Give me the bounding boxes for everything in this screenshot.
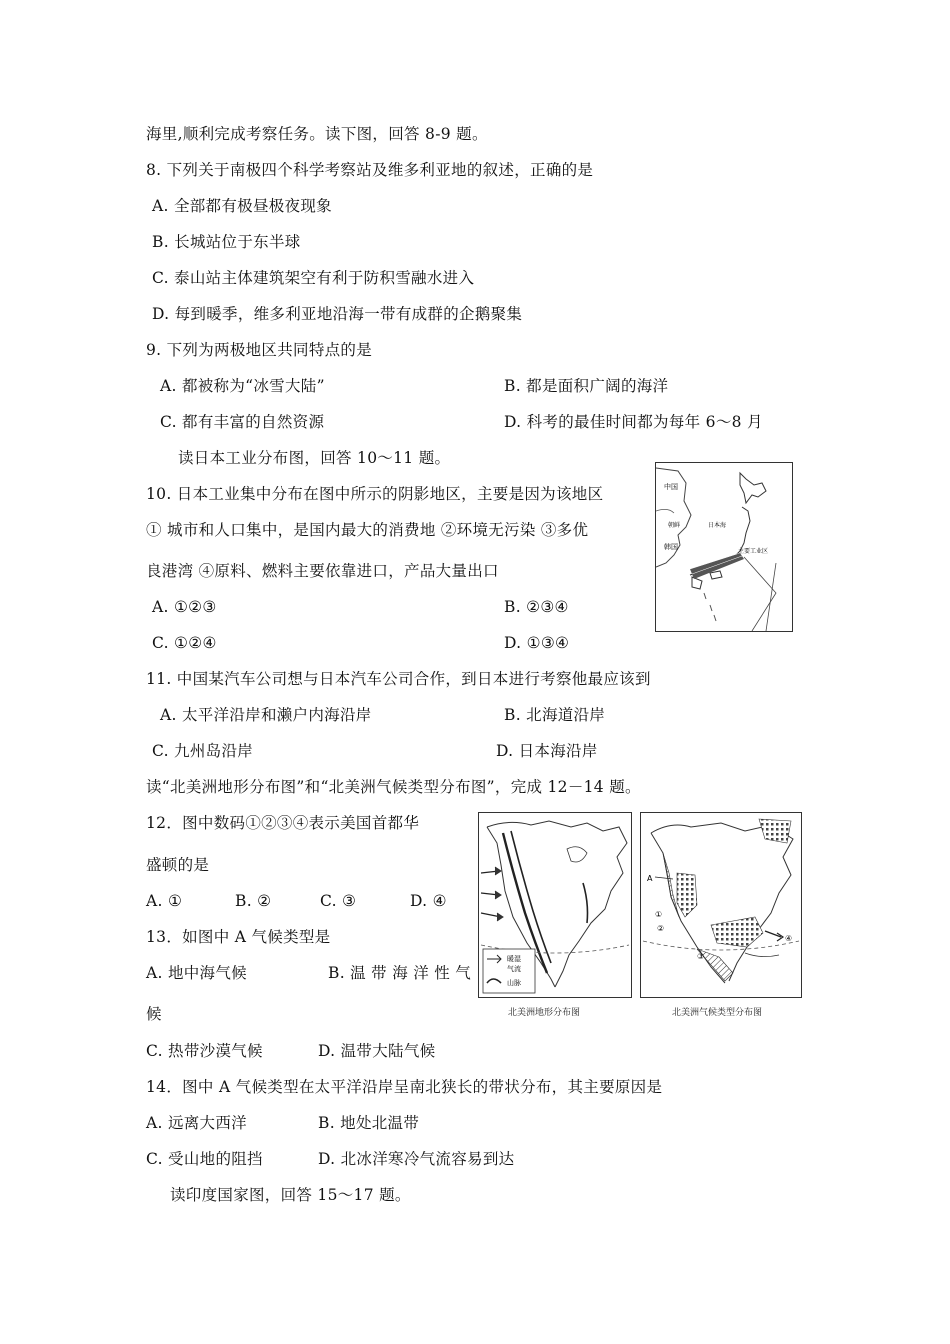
climate-map-graphic	[641, 813, 801, 997]
q10-option-b[interactable]: B. ②③④	[504, 598, 569, 616]
q12-stem-line-1: 12．图中数码①②③④表示美国首都华	[146, 814, 420, 832]
climate-mark-2: ②	[657, 924, 665, 933]
map-label-north-korea: 朝鲜	[668, 522, 681, 529]
q12-option-c[interactable]: C. ③	[320, 892, 357, 910]
read-india-instruction: 读印度国家图，回答 15～17 题。	[170, 1186, 411, 1204]
climate-map-caption: 北美洲气候类型分布图	[672, 1008, 763, 1018]
q13-option-c[interactable]: C. 热带沙漠气候	[146, 1042, 263, 1060]
q11-stem: 11. 中国某汽车公司想与日本汽车公司合作，到日本进行考察他最应该到	[146, 670, 651, 688]
q8-option-c[interactable]: C. 泰山站主体建筑架空有利于防积雪融水进入	[152, 269, 475, 287]
legend-airflow-label: 气流	[507, 965, 521, 973]
q8-option-d[interactable]: D. 每到暖季，维多利亚地沿海一带有成群的企鹅聚集	[152, 305, 523, 323]
q13-option-b-continued: 候	[146, 1005, 162, 1023]
q14-option-d[interactable]: D. 北冰洋寒冷气流容易到达	[318, 1150, 515, 1168]
q13-option-a[interactable]: A. 地中海气候	[146, 964, 247, 982]
climate-mark-1: ①	[655, 910, 663, 919]
legend-warm-label: 暖湿	[507, 955, 521, 963]
japan-map-graphic	[656, 463, 792, 631]
q10-option-a[interactable]: A. ①②③	[152, 598, 217, 616]
q13-option-d[interactable]: D. 温带大陆气候	[318, 1042, 436, 1060]
north-america-terrain-map	[478, 812, 632, 998]
q8-option-a[interactable]: A. 全部都有极昼极夜现象	[152, 197, 332, 215]
map-label-china: 中国	[664, 483, 678, 491]
q9-option-a[interactable]: A. 都被称为“冰雪大陆”	[160, 377, 325, 395]
q12-option-d[interactable]: D. ④	[410, 892, 447, 910]
map-label-south-korea: 韩国	[664, 543, 678, 551]
q9-option-c[interactable]: C. 都有丰富的自然资源	[160, 413, 325, 431]
q14-option-b[interactable]: B. 地处北温带	[318, 1114, 420, 1132]
map-label-sea-of-japan: 日本海	[708, 522, 727, 529]
q12-option-a[interactable]: A. ①	[146, 892, 183, 910]
climate-mark-3: ③	[697, 952, 705, 961]
read-north-america-instruction: 读“北美洲地形分布图”和“北美洲气候类型分布图”，完成 12－14 题。	[146, 778, 641, 796]
climate-mark-a: A	[647, 874, 653, 883]
q14-stem: 14．图中 A 气候类型在太平洋沿岸呈南北狭长的带状分布，其主要原因是	[146, 1078, 663, 1096]
terrain-map-graphic	[479, 813, 631, 997]
q10-option-c[interactable]: C. ①②④	[152, 634, 217, 652]
q11-option-a[interactable]: A. 太平洋沿岸和濑户内海沿岸	[160, 706, 372, 724]
q8-stem: 8. 下列关于南极四个科学考察站及维多利亚地的叙述，正确的是	[146, 161, 594, 179]
north-america-climate-map	[640, 812, 802, 998]
q14-option-a[interactable]: A. 远离大西洋	[146, 1114, 247, 1132]
terrain-map-caption: 北美洲地形分布图	[508, 1008, 581, 1018]
japan-industry-map	[655, 462, 793, 632]
legend-mountain-label: 山脉	[507, 979, 521, 987]
intro-text: 海里,顺利完成考察任务。读下图，回答 8-9 题。	[146, 125, 488, 143]
q9-stem: 9. 下列为两极地区共同特点的是	[146, 341, 373, 359]
q8-option-b[interactable]: B. 长城站位于东半球	[152, 233, 301, 251]
read-japan-instruction: 读日本工业分布图，回答 10～11 题。	[178, 449, 451, 467]
q10-statement-line-2: 良港湾 ④原料、燃料主要依靠进口，产品大量出口	[146, 562, 499, 580]
q9-option-d[interactable]: D. 科考的最佳时间都为每年 6～8 月	[504, 413, 763, 431]
q11-option-d[interactable]: D. 日本海沿岸	[496, 742, 598, 760]
climate-mark-4: ④	[785, 934, 793, 943]
q10-statement-line-1: ① 城市和人口集中，是国内最大的消费地 ②环境无污染 ③多优	[146, 521, 589, 539]
q10-option-d[interactable]: D. ①③④	[504, 634, 570, 652]
q11-option-b[interactable]: B. 北海道沿岸	[504, 706, 606, 724]
q10-stem: 10. 日本工业集中分布在图中所示的阴影地区，主要是因为该地区	[146, 485, 604, 503]
q13-stem: 13．如图中 A 气候类型是	[146, 928, 331, 946]
q13-option-b[interactable]: B. 温 带 海 洋 性 气	[328, 964, 472, 982]
q14-option-c[interactable]: C. 受山地的阻挡	[146, 1150, 263, 1168]
q9-option-b[interactable]: B. 都是面积广阔的海洋	[504, 377, 669, 395]
q11-option-c[interactable]: C. 九州岛沿岸	[152, 742, 254, 760]
q12-stem-line-2: 盛顿的是	[146, 856, 210, 874]
q12-option-b[interactable]: B. ②	[235, 892, 272, 910]
map-label-industrial-zone: 主要工业区	[738, 548, 769, 555]
